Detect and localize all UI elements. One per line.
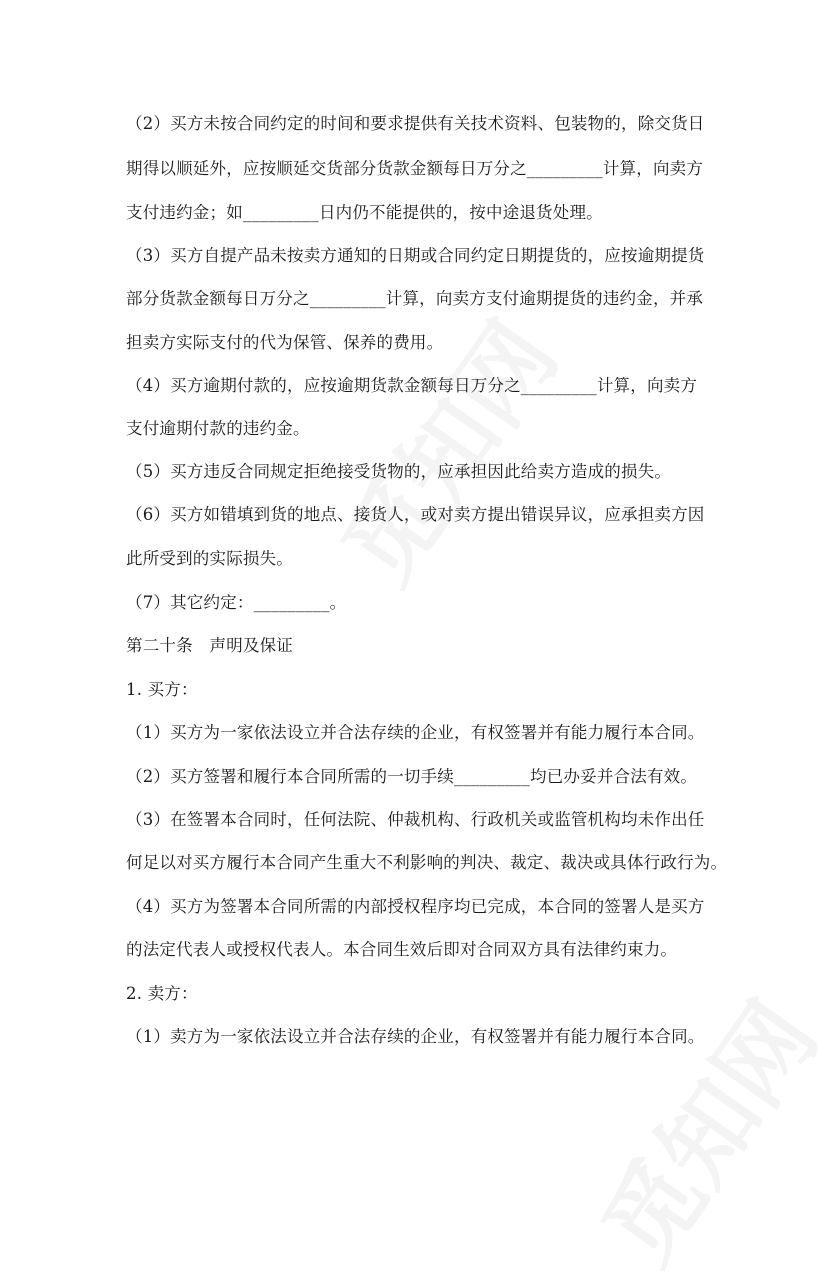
paragraph-line: （1）买方为一家依法设立并合法存续的企业，有权签署并有能力履行本合同。 [126,723,705,742]
paragraph-line: 此所受到的实际损失。 [126,549,293,568]
paragraph-line: 支付逾期付款的违约金。 [126,419,310,438]
paragraph-line: 期得以顺延外，应按顺延交货部分货款金额每日万分之_________计算，向卖方 [126,159,704,178]
paragraph-line: （4）买方逾期付款的，应按逾期货款金额每日万分之_________计算，向卖方 [126,376,698,395]
paragraph-line: 部分货款金额每日万分之_________计算，向卖方支付逾期提货的违约金，并承 [126,289,704,308]
subheading-buyer: 1. 买方： [126,680,198,699]
paragraph-line: （3）买方自提产品未按卖方通知的日期或合同约定日期提货的，应按逾期提货 [126,246,705,265]
subheading-seller: 2. 卖方： [126,984,198,1003]
paragraph-line: （2）买方签署和履行本合同所需的一切手续_________均已办妥并合法有效。 [126,767,698,786]
paragraph-line: （4）买方为签署本合同所需的内部授权程序均已完成，本合同的签署人是买方 [126,897,705,916]
paragraph-line: （3）在签署本合同时，任何法院、仲裁机构、行政机关或监管机构均未作出任 [126,810,705,829]
paragraph-line: （1）卖方为一家依法设立并合法存续的企业，有权签署并有能力履行本合同。 [126,1027,705,1046]
paragraph-line: （5）买方违反合同规定拒绝接受货物的，应承担因此给卖方造成的损失。 [126,462,672,481]
paragraph-line: 担卖方实际支付的代为保管、保养的费用。 [126,333,444,352]
paragraph-line: （7）其它约定：_________。 [126,593,347,612]
paragraph-line: （6）买方如错填到货的地点、接货人，或对卖方提出错误异议，应承担卖方因 [126,505,705,524]
paragraph-line: 何足以对买方履行本合同产生重大不利影响的判决、裁定、裁决或具体行政行为。 [126,853,728,872]
section-heading: 第二十条 声明及保证 [126,636,293,655]
paragraph-line: 的法定代表人或授权代表人。本合同生效后即对合同双方具有法律约束力。 [126,940,678,959]
paragraph-line: （2）买方未按合同约定的时间和要求提供有关技术资料、包装物的，除交货日 [126,114,705,133]
watermark [565,971,830,1285]
paragraph-line: 支付违约金；如_________日内仍不能提供的，按中途退货处理。 [126,203,603,222]
